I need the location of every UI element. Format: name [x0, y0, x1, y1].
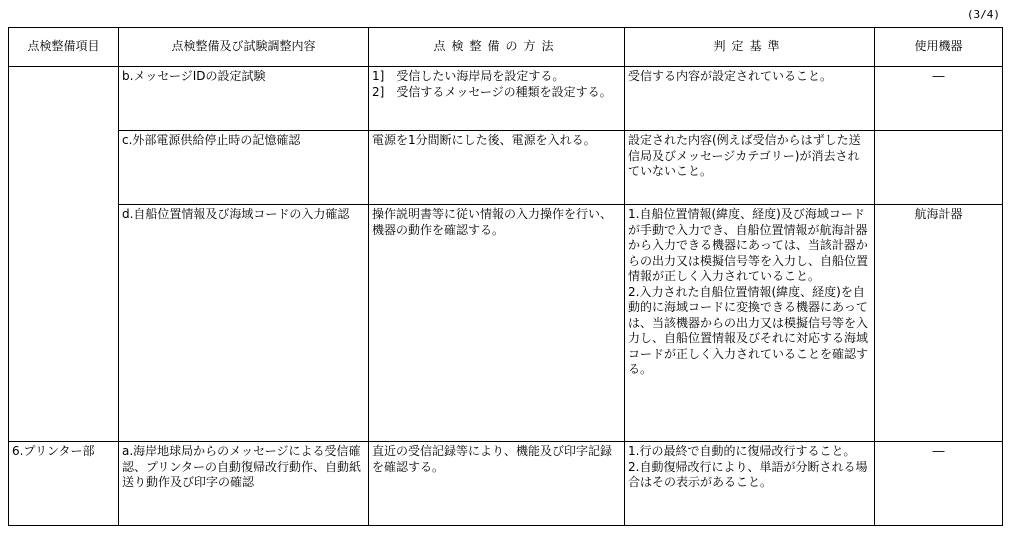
- criteria-cell: 設定された内容(例えば受信からはずした送信局及びメッセージカテゴリー)が消去されていないこと。: [625, 131, 875, 205]
- page-number: (3/4): [966, 8, 1000, 21]
- item-cell: 6.プリンター部: [9, 442, 119, 526]
- content-cell: b.メッセージIDの設定試験: [119, 67, 369, 131]
- table-row: [9, 131, 1003, 205]
- method-cell: [369, 67, 625, 131]
- content-cell: a.海岸地球局からのメッセージによる受信確認、プリンターの自動復帰改行動作、自動紙送り動作及び印字の確認: [119, 442, 369, 526]
- equipment-cell: ―: [875, 67, 1003, 131]
- content-cell: c.外部電源供給停止時の記憶確認: [119, 131, 369, 205]
- header-item: 点検整備項目: [9, 28, 119, 67]
- method-cell: 直近の受信記録等により、機能及び印字記録を確認する。: [369, 442, 625, 526]
- criteria-item: 2.自動復帰改行により、単語が分断される場合はその表示があること。: [628, 459, 868, 489]
- criteria-item: 1.自船位置情報(緯度、経度)及び海域コードが手動で入力でき、自船位置情報が航海計器から入力できる機器にあっては、当該計器からの出力又は模擬信号等を入力し、自船位置情報が正しく入力されていること。: [628, 207, 869, 283]
- header-row: [9, 28, 1003, 67]
- table-row: [9, 67, 1003, 131]
- header-content: 点検整備及び試験調整内容: [119, 28, 369, 67]
- header-method: 点検整備の方法: [369, 28, 625, 67]
- equipment-cell: [875, 131, 1003, 205]
- method-cell: 電源を1分間断にした後、電源を入れる。: [369, 131, 625, 205]
- header-equipment: 使用機器: [875, 28, 1003, 67]
- method-step: 2] 受信するメッセージの種類を設定する。: [372, 84, 612, 99]
- item-cell: [9, 67, 119, 442]
- header-criteria: 判定基準: [625, 28, 875, 67]
- criteria-item: 1.行の最終で自動的に復帰改行すること。: [628, 444, 856, 458]
- equipment-cell: ―: [875, 442, 1003, 526]
- equipment-cell: 航海計器: [875, 205, 1003, 442]
- criteria-cell: 受信する内容が設定されていること。: [625, 67, 875, 131]
- criteria-cell: [625, 442, 875, 526]
- method-cell: 操作説明書等に従い情報の入力操作を行い、機器の動作を確認する。: [369, 205, 625, 442]
- criteria-cell: [625, 205, 875, 442]
- table-row: [9, 205, 1003, 442]
- criteria-item: 2.入力された自船位置情報(緯度、経度)を自動的に海域コードに変換できる機器にあっては、当該機器からの出力又は模擬信号等を入力し、自船位置情報及びそれに対応する海域コードが正しく入力されていることを確認する。: [628, 284, 869, 376]
- method-step: 1] 受信したい海岸局を設定する。: [372, 69, 565, 83]
- inspection-table: [8, 27, 1003, 526]
- content-cell: d.自船位置情報及び海域コードの入力確認: [119, 205, 369, 442]
- table-row: [9, 442, 1003, 526]
